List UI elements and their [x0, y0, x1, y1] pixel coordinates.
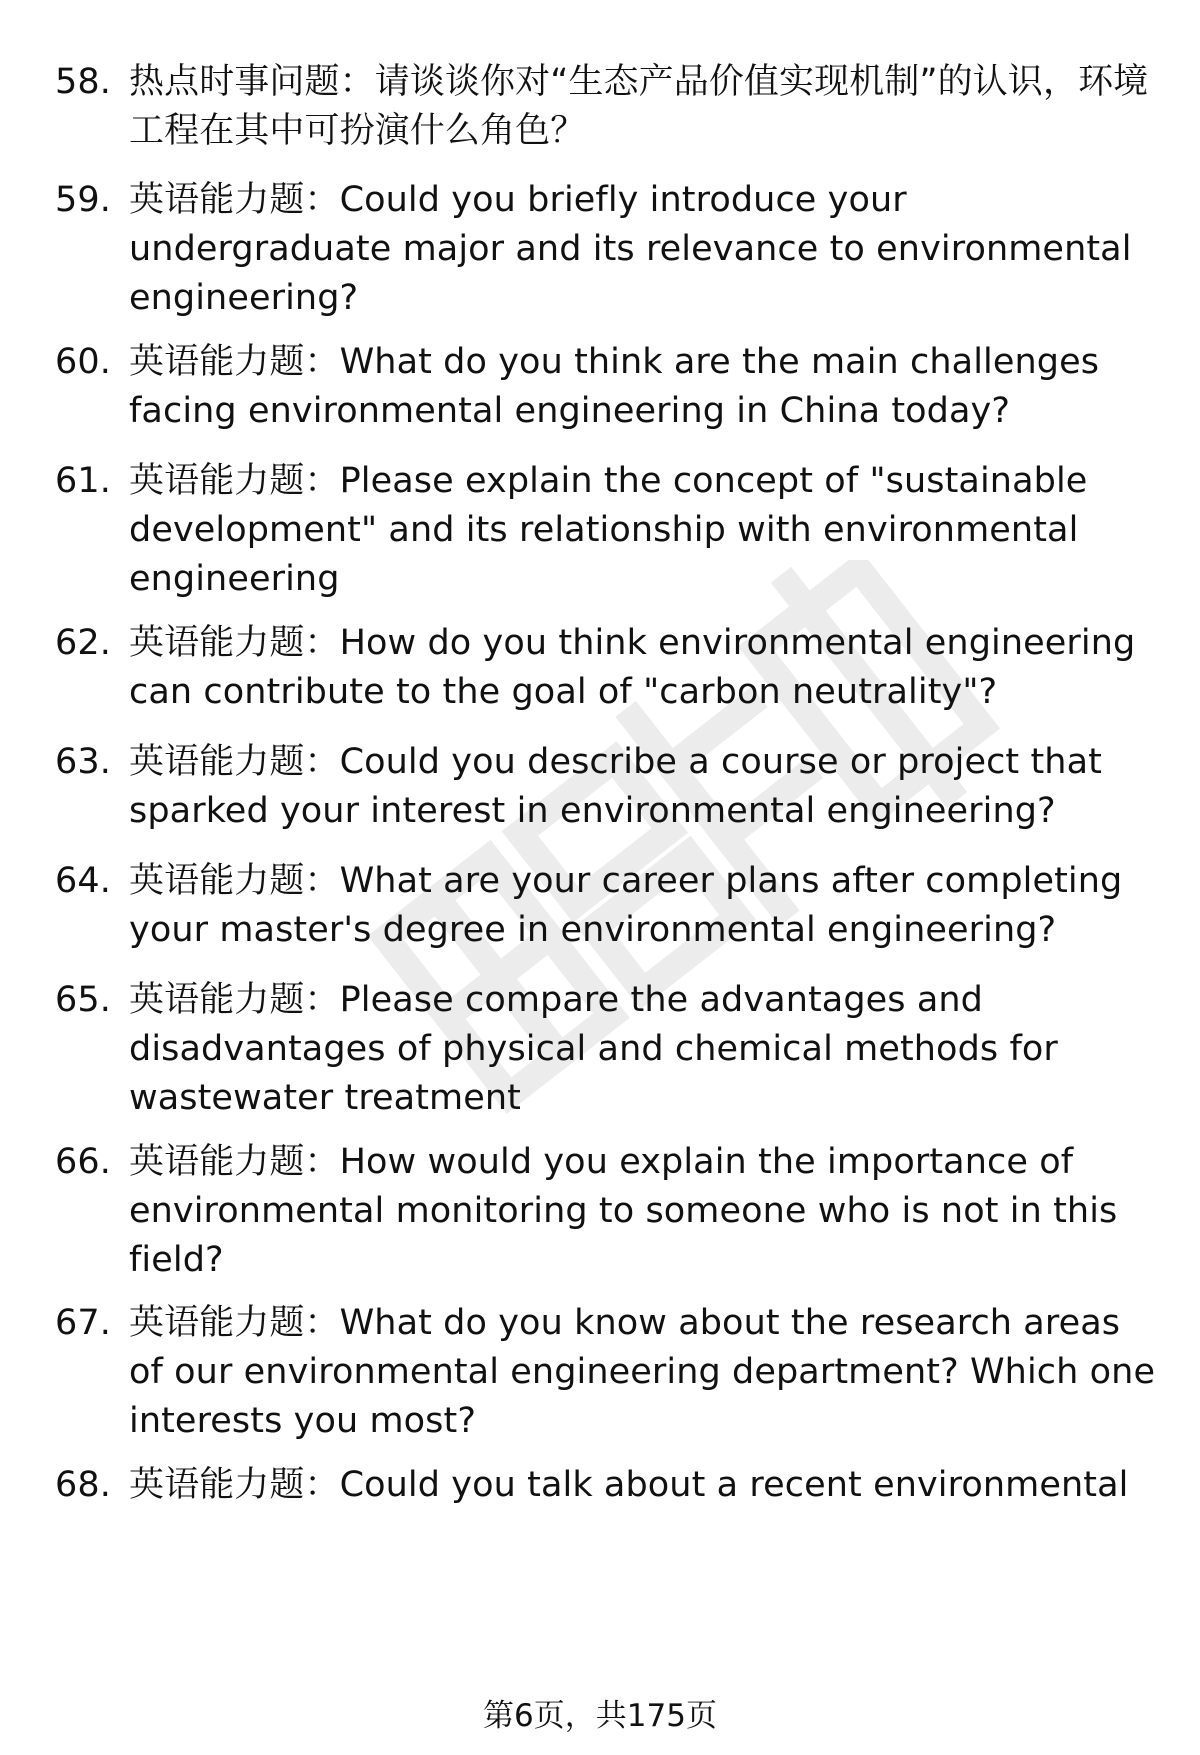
list-item: [55, 976, 1165, 1123]
question-number: 58.: [55, 62, 111, 102]
list-item: [55, 457, 1165, 604]
question-text: 热点时事问题：请谈谈你对“生态产品价值实现机制”的认识，环境工程在其中可扮演什么角色？: [129, 62, 1149, 151]
question-text: 英语能力题：Please compare the advantages and disadvantages of physical and chemical methods for wastewater treatment: [129, 980, 1058, 1118]
question-number: 67.: [55, 1303, 111, 1343]
question-number: 68.: [55, 1465, 111, 1505]
question-number: 63.: [55, 742, 111, 782]
list-item: [55, 857, 1165, 955]
list-item: [55, 738, 1165, 836]
list-item: [55, 1461, 1165, 1510]
question-list: [55, 58, 1165, 1528]
list-item: [55, 176, 1165, 323]
question-text: 英语能力题：What do you think are the main challenges facing environmental engineering in China today?: [129, 342, 1100, 431]
question-number: 65.: [55, 980, 111, 1020]
list-item: [55, 1299, 1165, 1446]
question-number: 62.: [55, 623, 111, 663]
list-item: [55, 338, 1165, 436]
page-footer: 第6页，共175页: [483, 1698, 717, 1734]
question-text: 英语能力题：What are your career plans after completing your master's degree in environmental engineering?: [129, 861, 1123, 950]
list-item: [55, 1138, 1165, 1285]
question-text: 英语能力题：Could you briefly introduce your undergraduate major and its relevance to environmental engineering?: [129, 180, 1132, 318]
question-number: 60.: [55, 342, 111, 382]
list-item: [55, 58, 1165, 156]
question-text: 英语能力题：What do you know about the research areas of our environmental engineering department? Which one interests you most?: [129, 1303, 1156, 1441]
question-number: 64.: [55, 861, 111, 901]
question-number: 61.: [55, 461, 111, 501]
question-text: 英语能力题：Could you talk about a recent environmental: [129, 1465, 1129, 1505]
question-text: 英语能力题：Could you describe a course or project that sparked your interest in environmental engineering?: [129, 742, 1102, 831]
list-item: [55, 619, 1165, 717]
question-number: 66.: [55, 1142, 111, 1182]
question-text: 英语能力题：How do you think environmental engineering can contribute to the goal of "carbon neutrality"?: [129, 623, 1136, 712]
question-number: 59.: [55, 180, 111, 220]
question-text: 英语能力题：How would you explain the importance of environmental monitoring to someone who is not in this field?: [129, 1142, 1118, 1280]
question-text: 英语能力题：Please explain the concept of "sustainable development" and its relationship with environmental engineering: [129, 461, 1088, 599]
